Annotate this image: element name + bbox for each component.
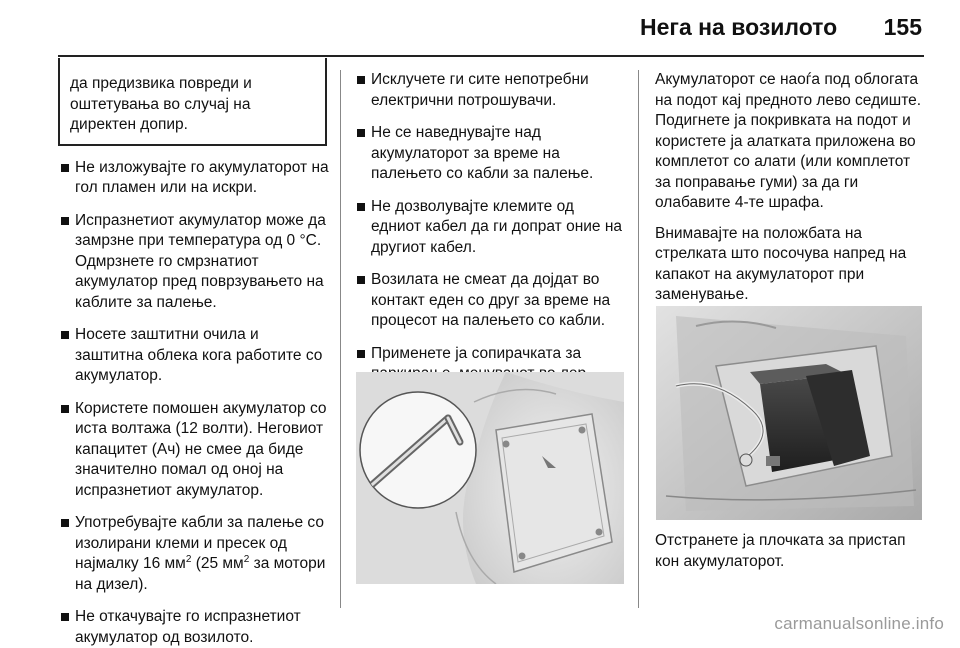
- column-2: [356, 70, 626, 424]
- paragraph: Акумулаторот се наоѓа под облогата на подот кај предното лево седиште. Подигнете ја покривката на подот и користете ја алатката приложена во комплетот со алати (или комплетот за поправање гуми) за да ги олабавите 4-те шрафа.: [655, 70, 925, 214]
- list-item-text: за мотори на дизел).: [75, 555, 325, 593]
- list-item: Користете помошен акумулатор со иста волтажа (12 волти). Неговиот капацитет (Ач) не смее да биде значително помал од оној на испразнетиот акумулатор.: [60, 399, 330, 502]
- battery-drawing: [656, 306, 922, 520]
- column-3: [655, 70, 925, 316]
- list-item: Испразнетиот акумулатор може да замрзне при температура од 0 °C. Одмрзнете го смрзнатиот акумулатор пред поврзувањето на каблите за палење.: [60, 211, 330, 314]
- superscript: 2: [186, 554, 192, 565]
- floor-cover-illustration: [356, 372, 624, 584]
- list-item-text: (25 мм: [191, 555, 243, 572]
- list-item: Возилата не смеат да дојдат во контакт еден со друг за време на процесот на палењето со кабли.: [356, 270, 626, 332]
- list-item: Не откачувајте го испразнетиот акумулатор од возилото.: [60, 607, 330, 648]
- precautions-list: [60, 158, 330, 648]
- list-item: Исклучете ги сите непотребни електрични потрошувачи.: [356, 70, 626, 111]
- warning-box: [58, 58, 327, 146]
- caption-text: Отстранете ја плочката за пристап кон акумулаторот.: [655, 532, 906, 570]
- superscript: 2: [244, 554, 250, 565]
- header-rule: [58, 55, 924, 57]
- list-item: Применете ја сопирачката за: [356, 344, 626, 385]
- watermark: carmanualsonline.info: [774, 614, 944, 634]
- list-item: Не дозволувајте клемите од едниот кабел да ги допрат оние на другиот кабел.: [356, 197, 626, 259]
- column-divider-2: [638, 70, 639, 608]
- warning-text: да предизвика повреди и оштетувања во случај на директен допир.: [70, 75, 252, 133]
- list-item: Носете заштитни очила и заштитна облека кога работите со акумулатор.: [60, 325, 330, 387]
- list-item: [60, 513, 330, 595]
- precautions-list-continued: [356, 70, 626, 385]
- paragraph: Внимавајте на положбата на стрелката што посочува напред на капакот на акумулаторот при заменување.: [655, 224, 925, 306]
- list-item-text: Употребувајте кабли за палење со изолирани клеми и пресек од најмалку 16 мм: [75, 514, 324, 572]
- floor-cover-drawing: [356, 372, 624, 584]
- battery-illustration: [656, 306, 922, 520]
- column-divider-1: [340, 70, 341, 608]
- figure-caption: [655, 531, 925, 572]
- column-1: [60, 58, 330, 648]
- page-header-title: Нега на возилото: [640, 14, 837, 41]
- list-item: Не се наведнувајте над акумулаторот за време на палењето со кабли за палење.: [356, 123, 626, 185]
- page-number: 155: [884, 14, 922, 41]
- list-item: Не изложувајте го акумулаторот на гол пламен или на искри.: [60, 158, 330, 199]
